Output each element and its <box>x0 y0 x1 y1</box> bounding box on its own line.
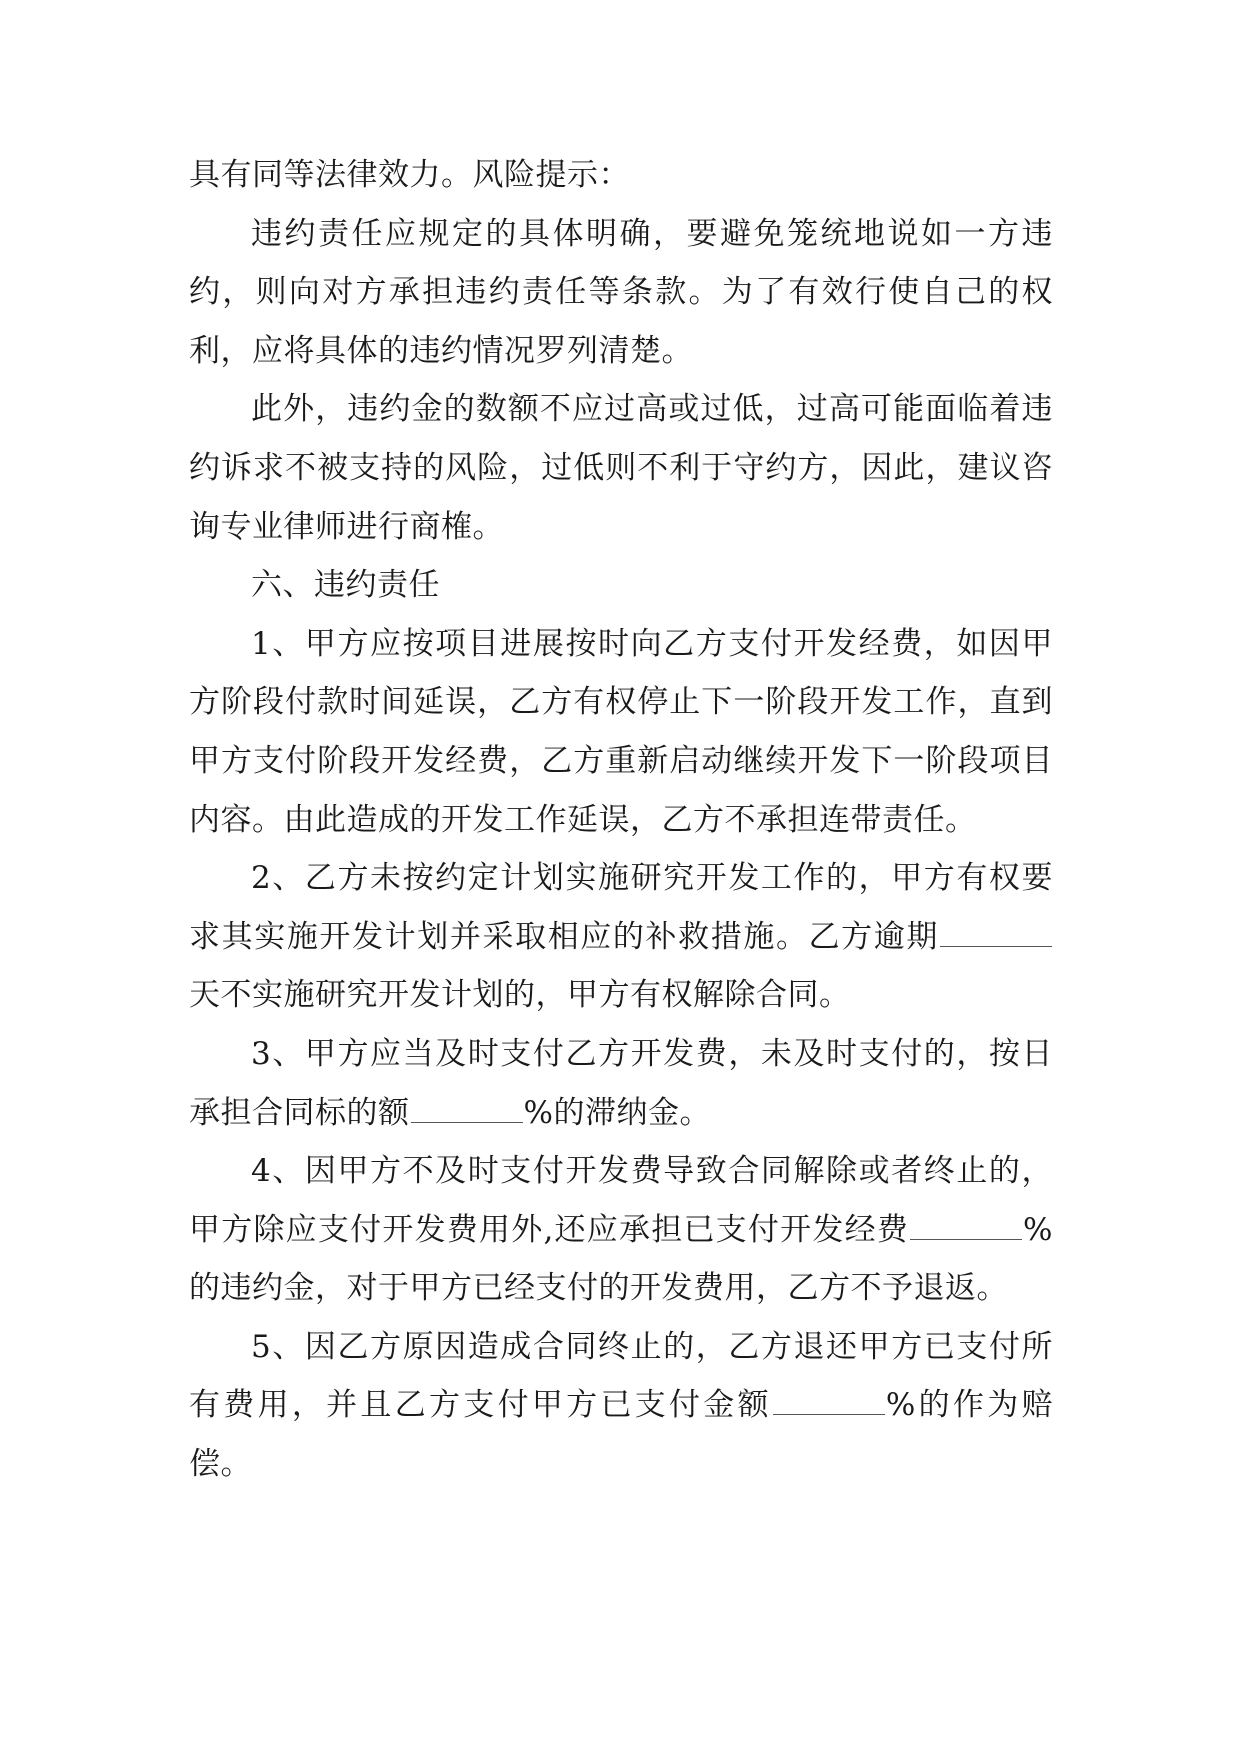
fill-blank-late-fee-rate <box>411 1121 523 1123</box>
clause-2 <box>189 849 1053 1025</box>
clause-5 <box>189 1318 1053 1494</box>
clause-3 <box>189 1025 1053 1142</box>
clause-5-text-after: %的作为赔偿。 <box>189 1387 1053 1483</box>
paragraph-risk-specific: 违约责任应规定的具体明确，要避免笼统地说如一方违约，则向对方承担违约责任等条款。为了有效行使自己的权利，应将具体的违约情况罗列清楚。 <box>189 215 1053 369</box>
fill-blank-penalty-rate <box>910 1238 1022 1240</box>
document-page <box>189 146 1053 1494</box>
clause-4 <box>189 1142 1053 1318</box>
section-heading-breach: 六、违约责任 <box>251 567 440 604</box>
clause-3-text-after: %的滞纳金。 <box>523 1094 711 1131</box>
clause-1: 1、甲方应按项目进展按时向乙方支付开发经费，如因甲方阶段付款时间延误，乙方有权停止下一阶段开发工作，直到甲方支付阶段开发经费，乙方重新启动继续开发下一阶段项目内容。由此造成的开发工作延误，乙方不承担连带责任。 <box>189 625 1053 838</box>
paragraph-legal-effect: 具有同等法律效力。风险提示： <box>189 157 630 193</box>
paragraph-risk-amount: 此外，违约金的数额不应过高或过低，过高可能面临着违约诉求不被支持的风险，过低则不利于守约方，因此，建议咨询专业律师进行商榷。 <box>189 391 1053 545</box>
clause-5-text-before: 5、因乙方原因造成合同终止的，乙方退还甲方已支付所有费用，并且乙方支付甲方已支付金额 <box>189 1328 1053 1424</box>
fill-blank-days <box>940 945 1052 947</box>
clause-2-text-after: 天不实施研究开发计划的，甲方有权解除合同。 <box>189 977 851 1014</box>
clause-4-text-after: %的违约金，对于甲方已经支付的开发费用，乙方不予退返。 <box>189 1211 1053 1307</box>
fill-blank-compensation-rate <box>773 1413 885 1415</box>
clause-2-text-before: 2、乙方未按约定计划实施研究开发工作的，甲方有权要求其实施开发计划并采取相应的补救措施。乙方逾期 <box>189 860 1053 955</box>
clause-4-text-before: 4、因甲方不及时支付开发费导致合同解除或者终止的，甲方除应支付开发费用外,还应承担已支付开发经费 <box>189 1153 1053 1248</box>
clause-3-text-before: 3、甲方应当及时支付乙方开发费，未及时支付的，按日承担合同标的额 <box>189 1035 1053 1131</box>
